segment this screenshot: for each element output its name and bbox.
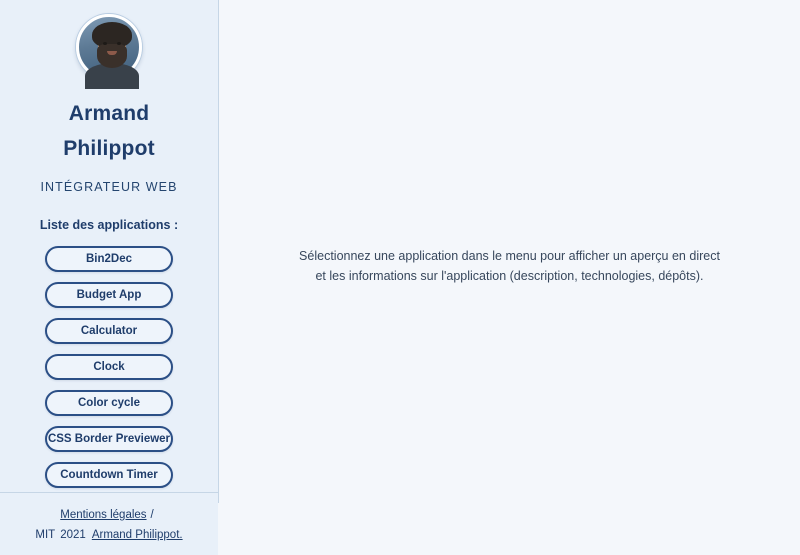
name-line-last: Philippot xyxy=(63,137,155,160)
avatar-beard xyxy=(97,44,127,68)
footer-legal-row xyxy=(0,505,218,525)
sidebar-item-bin2dec[interactable]: Bin2Dec xyxy=(45,246,173,272)
app-list-title: Liste des applications : xyxy=(39,218,179,232)
sidebar-item-countdown-timer[interactable]: Countdown Timer xyxy=(45,462,173,488)
sidebar-item-color-cycle[interactable]: Color cycle xyxy=(45,390,173,416)
author-link[interactable]: Armand Philippot. xyxy=(91,529,183,541)
name-line-first: Armand xyxy=(68,102,150,125)
license-label: MIT xyxy=(35,529,56,541)
footer-license-row xyxy=(0,525,218,545)
sidebar-item-calculator[interactable]: Calculator xyxy=(45,318,173,344)
sidebar-scroll-area[interactable] xyxy=(0,0,218,492)
avatar xyxy=(76,14,142,80)
avatar-eye-left xyxy=(103,42,107,45)
footer-separator: / xyxy=(150,509,154,521)
page-title xyxy=(29,96,189,166)
job-title: INTÉGRATEUR WEB xyxy=(40,180,178,194)
empty-state-message: Sélectionnez une application dans le menu pour afficher un aperçu en direct et les informations sur l'application (description, technologies, dépôts). xyxy=(299,248,720,283)
avatar-eye-right xyxy=(117,42,121,45)
copyright-year: 2021 xyxy=(60,529,86,541)
sidebar-item-clock[interactable]: Clock xyxy=(45,354,173,380)
sidebar-item-budget-app[interactable]: Budget App xyxy=(45,282,173,308)
app-list xyxy=(0,246,218,492)
main-content xyxy=(219,0,800,503)
sidebar-item-css-border-previewer[interactable]: CSS Border Previewer xyxy=(45,426,173,452)
legal-notice-link[interactable]: Mentions légales xyxy=(60,509,147,521)
sidebar-footer xyxy=(0,492,218,555)
sidebar xyxy=(0,0,219,541)
